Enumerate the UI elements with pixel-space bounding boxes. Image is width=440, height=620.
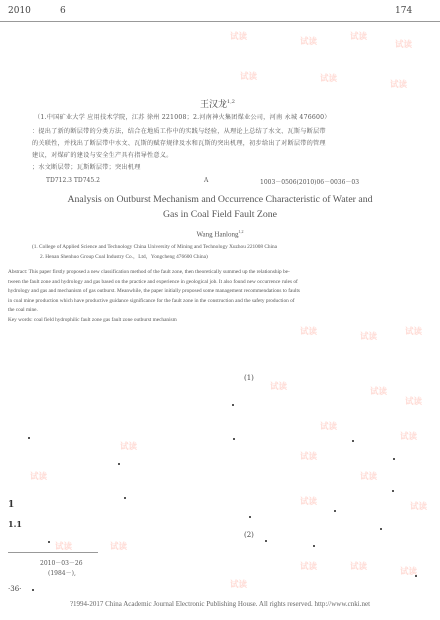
title-en-line: Gas in Coal Field Fault Zone (162, 209, 277, 220)
abstract-en-line: hydrology and gas and mechanism of gas outburst. Meanwhile, the paper initially proposed some management recommendations to faults (8, 288, 300, 295)
dot (118, 463, 120, 465)
abstract-en (8, 268, 300, 326)
title-en-line: Analysis on Outburst Mechanism and Occurrence Characteristic of Water and (67, 194, 373, 205)
equation-2-label: (2) (244, 531, 254, 539)
keywords-en: Key words: coal field hydrophilic fault zone gas fault zone outburst mechanism (8, 316, 177, 323)
abstract-cn-line: ：提出了新的断层带的分类方法，结合在地质工作中的实践与经验，从理论上总结了水文、瓦斯与断层带 (32, 128, 326, 135)
affiliation-en-line: 2. Henan Shenhuo Group Coal Industry Co.，Ltd，Yongcheng 476600 China) (40, 254, 208, 260)
watermark: 试读 (400, 432, 418, 442)
dot (265, 540, 267, 542)
clc-number: TD712.3 TD745.2 (46, 177, 100, 184)
watermark: 试读 (300, 562, 318, 572)
abstract-en-line: Abstract: This paper firstly proposed a new classification method of the fault zone, then theoretically summed up the relationship be- (8, 269, 290, 275)
watermark: 试读 (120, 442, 138, 452)
abstract-cn-line: 建议，对煤矿的建设与安全生产具有指导性意义。 (32, 152, 173, 159)
watermark: 试读 (400, 567, 418, 577)
header-issue: 6 (60, 6, 66, 16)
watermark: 试读 (405, 397, 423, 407)
abstract-en-line: tween the fault zone and hydrology and gas based on the practice and experience in geological job. It also found new occurrence rules of (8, 278, 298, 285)
affiliation-en-line: (1. College of Applied Science and Technology China University of Mining and Technology Xuzhou 221008 China (32, 244, 278, 250)
watermark: 试读 (350, 562, 368, 572)
watermark: 试读 (230, 32, 248, 42)
watermark: 试读 (370, 387, 388, 397)
watermark: 试读 (410, 502, 428, 512)
watermark: 试读 (300, 37, 318, 47)
dot (393, 458, 395, 460)
dot (352, 440, 354, 442)
watermark: 试读 (350, 32, 368, 42)
watermark: 试读 (300, 497, 318, 507)
footer-copyright: ?1994-2017 China Academic Journal Electronic Publishing House. All rights reserved. http://www.cnki.net (69, 600, 371, 608)
watermark: 试读 (55, 542, 73, 552)
watermark: 试读 (300, 452, 318, 462)
abstract-cn-line: 的关联性，并找出了断层带中水文、瓦斯的赋存规律及水和瓦斯的突出机理，初步给出了对断层带的管理 (32, 140, 326, 147)
author-cn-sup: 1,2 (227, 99, 235, 105)
dot (28, 437, 30, 439)
equation-1-label: (1) (244, 374, 254, 382)
dot (392, 490, 394, 492)
document-code: A (204, 177, 209, 184)
watermark: 试读 (110, 542, 128, 552)
affiliation-en (32, 242, 277, 262)
dot (32, 589, 34, 591)
section-1-heading: 1 (8, 500, 15, 510)
title-en (0, 192, 440, 222)
dot (124, 497, 126, 499)
watermark: 试读 (395, 40, 413, 50)
dot (334, 510, 336, 512)
dot (232, 404, 234, 406)
watermark: 试读 (360, 332, 378, 342)
watermark: 试读 (270, 382, 288, 392)
header-rule (0, 21, 440, 22)
watermark: 试读 (360, 472, 378, 482)
author-cn (200, 97, 235, 110)
keywords-cn: ；水文断层带；瓦斯断层带；突出机理 (32, 164, 141, 171)
dot (249, 516, 251, 518)
watermark: 试读 (390, 80, 408, 90)
watermark: 试读 (320, 422, 338, 432)
watermark: 试读 (300, 327, 318, 337)
affiliation-cn: （1.中国矿业大学 应用技术学院，江苏 徐州 221008；2.河南神火集团煤业公司，河南 永城 476600） (34, 114, 331, 121)
watermark: 试读 (405, 327, 423, 337)
author-en-sup: 1,2 (238, 229, 244, 234)
abstract-cn (32, 126, 326, 174)
dot (380, 528, 382, 530)
section-1-1-heading: 1.1 (8, 519, 22, 529)
dot (313, 545, 315, 547)
page-ref-number: 36 (10, 585, 20, 593)
footnote-received: 2010－03－26 (40, 560, 83, 567)
footnote-bio: (1984－), (48, 570, 76, 577)
footnote-rule (8, 552, 98, 553)
author-en (0, 229, 440, 238)
watermark: 试读 (240, 72, 258, 82)
article-number: 1003－0506(2010)06－0036－03 (260, 179, 360, 186)
watermark: 试读 (230, 580, 248, 590)
header-year: 2010 (8, 6, 31, 16)
abstract-en-line: in coal mine production which have productive guidance significance for the fault zone in the construction and the safety production of (8, 297, 295, 304)
page-ref-dot: · (19, 585, 22, 593)
author-cn-name: 王汉龙 (200, 100, 228, 110)
header-page-number: 174 (395, 6, 413, 16)
page-ref (8, 585, 21, 593)
dot (233, 438, 235, 440)
abstract-en-line: the coal mine. (8, 307, 38, 314)
author-en-name: Wang Hanlong (196, 230, 239, 239)
watermark: 试读 (30, 472, 48, 482)
watermark: 试读 (320, 74, 338, 84)
page-ref-dot: · (8, 585, 11, 593)
dot (48, 541, 50, 543)
